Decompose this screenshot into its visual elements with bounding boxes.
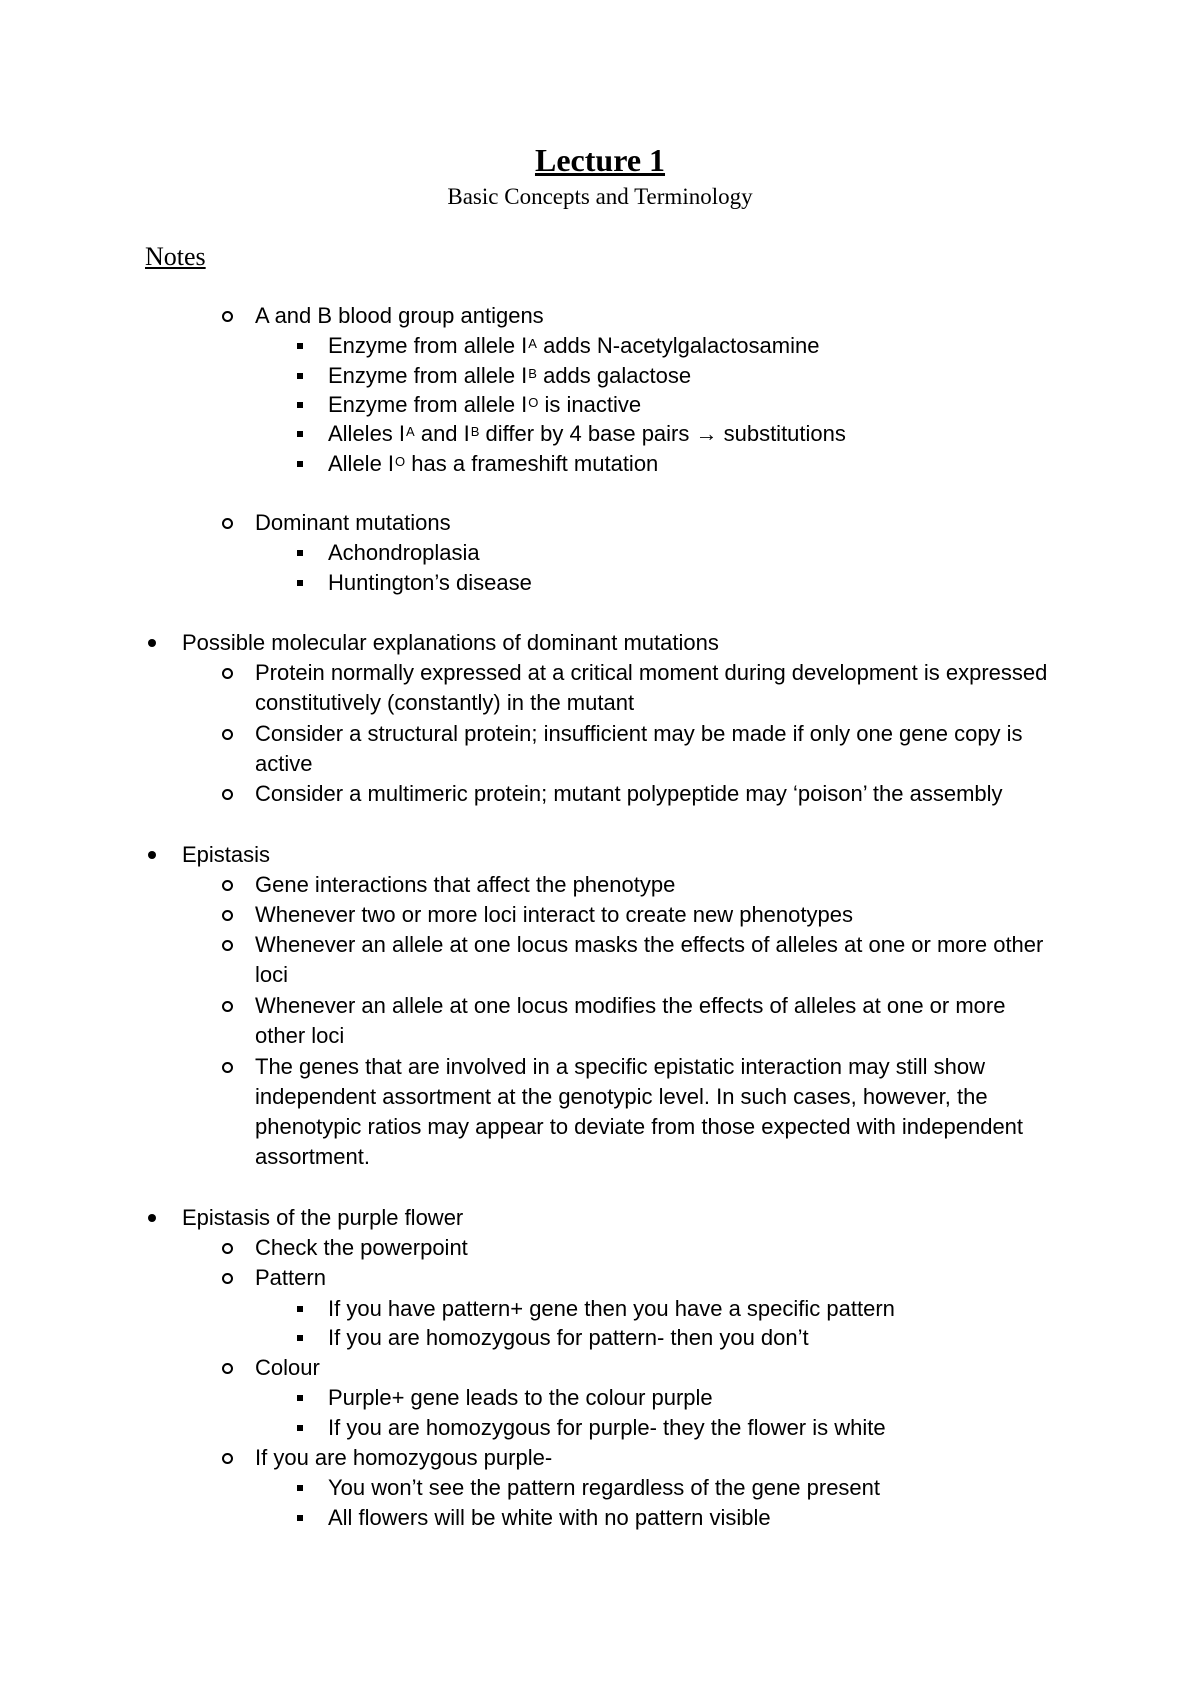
list-item: Consider a structural protein; insufficient may be made if only one gene copy is <box>255 719 1023 749</box>
square-bullet-icon <box>292 1383 308 1413</box>
list-item: Epistasis of the purple flower <box>182 1203 463 1233</box>
square-bullet-icon <box>292 390 308 420</box>
square-bullet-icon <box>292 568 308 598</box>
list-item: Check the powerpoint <box>255 1233 468 1263</box>
list-item: Dominant mutations <box>255 508 451 538</box>
list-item: If you have pattern+ gene then you have a specific pattern <box>328 1294 895 1324</box>
list-item: Whenever an allele at one locus modifies the effects of alleles at one or more <box>255 991 1005 1021</box>
list-item: Whenever two or more loci interact to create new phenotypes <box>255 900 853 930</box>
list-item: Alleles $I^A$ and $I^B$ differ by 4 base pairs → substitutions <box>328 419 846 449</box>
list-item-continuation: constitutively (constantly) in the mutant <box>255 690 635 715</box>
list-item: Purple+ gene leads to the colour purple <box>328 1383 713 1413</box>
list-item: Colour <box>255 1353 320 1383</box>
circle-bullet-icon <box>217 719 237 749</box>
list-item: Enzyme from allele $I^A$ adds N-acetylgalactosamine <box>328 331 819 361</box>
circle-bullet-icon <box>217 658 237 688</box>
square-bullet-icon <box>292 449 308 479</box>
notes-heading: Notes <box>145 242 206 271</box>
square-bullet-icon <box>292 538 308 568</box>
arrow-right-icon: → <box>695 421 718 446</box>
square-bullet-icon <box>292 1294 308 1324</box>
list-item-continuation: independent assortment at the genotypic level. In such cases, however, the <box>255 1084 988 1109</box>
disc-bullet-icon <box>142 628 162 658</box>
list-item-continuation: other loci <box>255 1023 345 1048</box>
list-item: Huntington’s disease <box>328 568 532 598</box>
list-item-continuation: active <box>255 751 313 776</box>
list-item: Allele $I^O$ has a frameshift mutation <box>328 449 658 479</box>
list-item: If you are homozygous for pattern- then you don’t <box>328 1323 809 1353</box>
page-title: Lecture 1 <box>534 142 666 178</box>
square-bullet-icon <box>292 1413 308 1443</box>
disc-bullet-icon <box>142 840 162 870</box>
list-item-continuation: phenotypic ratios may appear to deviate from those expected with independent <box>255 1114 1024 1139</box>
circle-bullet-icon <box>217 508 237 538</box>
circle-bullet-icon <box>217 1233 237 1263</box>
list-item: If you are homozygous purple- <box>255 1443 552 1473</box>
circle-bullet-icon <box>217 930 237 960</box>
circle-bullet-icon <box>217 1263 237 1293</box>
list-item: You won’t see the pattern regardless of the gene present <box>328 1473 880 1503</box>
disc-bullet-icon <box>142 1203 162 1233</box>
square-bullet-icon <box>292 331 308 361</box>
list-item: Possible molecular explanations of dominant mutations <box>182 628 719 658</box>
square-bullet-icon <box>292 1503 308 1533</box>
square-bullet-icon <box>292 361 308 391</box>
list-item: If you are homozygous for purple- they the flower is white <box>328 1413 886 1443</box>
list-item: Gene interactions that affect the phenotype <box>255 870 675 900</box>
list-item-continuation: assortment. <box>255 1144 370 1169</box>
list-item: A and B blood group antigens <box>255 301 544 331</box>
circle-bullet-icon <box>217 991 237 1021</box>
circle-bullet-icon <box>217 900 237 930</box>
list-item-continuation: loci <box>255 962 289 987</box>
list-item: Achondroplasia <box>328 538 480 568</box>
list-item: All flowers will be white with no pattern visible <box>328 1503 771 1533</box>
square-bullet-icon <box>292 1473 308 1503</box>
square-bullet-icon <box>292 419 308 449</box>
circle-bullet-icon <box>217 1052 237 1082</box>
list-item: Whenever an allele at one locus masks the effects of alleles at one or more other <box>255 930 1043 960</box>
circle-bullet-icon <box>217 1353 237 1383</box>
circle-bullet-icon <box>217 779 237 809</box>
list-item: Pattern <box>255 1263 326 1293</box>
list-item: Consider a multimeric protein; mutant polypeptide may ‘poison’ the assembly <box>255 779 1003 809</box>
list-item: The genes that are involved in a specific epistatic interaction may still show <box>255 1052 985 1082</box>
list-item: Epistasis <box>182 840 270 870</box>
list-item: Enzyme from allele $I^O$ is inactive <box>328 390 641 420</box>
circle-bullet-icon <box>217 870 237 900</box>
square-bullet-icon <box>292 1323 308 1353</box>
list-item: Enzyme from allele $I^B$ adds galactose <box>328 361 691 391</box>
list-item: Protein normally expressed at a critical moment during development is expressed <box>255 658 1047 688</box>
circle-bullet-icon <box>217 1443 237 1473</box>
page-subtitle: Basic Concepts and Terminology <box>447 184 753 209</box>
circle-bullet-icon <box>217 301 237 331</box>
